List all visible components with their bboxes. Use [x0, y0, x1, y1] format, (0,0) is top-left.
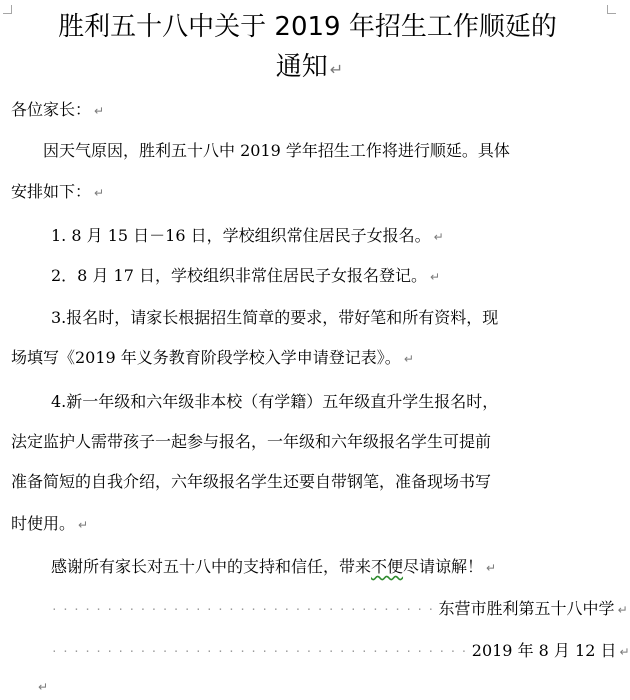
paragraph-mark-icon: ↵ — [617, 603, 628, 617]
item-3-text-1: 3.报名时，请家长根据招生简章的要求，带好笔和所有资料，现 — [51, 308, 499, 327]
empty-paragraph-mark-icon[interactable]: ↵ — [38, 680, 49, 694]
tab-leader-dots-icon: ······································ — [51, 645, 472, 658]
item-4-text-2: 法定监护人需带孩子一起参与报名，一年级和六年级报名学生可提前 — [11, 432, 492, 451]
item-4-text-3: 准备简短的自我介绍，六年级报名学生还要自带钢笔，准备现场书写 — [11, 472, 492, 491]
item-4-line-1 — [51, 390, 498, 414]
signature-date-line — [51, 639, 630, 664]
intro-text-2: 安排如下： — [11, 182, 92, 201]
item-4-text-4: 时使用。 — [11, 514, 76, 533]
paragraph-mark-icon: ↵ — [94, 104, 105, 118]
thanks-text-after: 尽请谅解！ — [403, 557, 484, 576]
signature-date: 2019 年 8 月 12 日 — [471, 641, 617, 660]
item-4-line-2 — [11, 430, 491, 454]
item-1-text: 1. 8 月 15 日－16 日，学校组织常住居民子女报名。 — [51, 226, 431, 245]
signature-school-line — [51, 597, 628, 622]
paragraph-mark-icon: ↵ — [619, 645, 630, 659]
item-3-line-1 — [51, 306, 498, 330]
paragraph-mark-icon: ↵ — [94, 186, 105, 200]
title-text-2: 通知 — [275, 52, 328, 82]
paragraph-mark-icon: ↵ — [403, 352, 414, 366]
paragraph-mark-icon: ↵ — [329, 60, 344, 79]
signature-school: 东营市胜利第五十八中学 — [438, 599, 615, 618]
intro-line-1 — [43, 139, 510, 163]
paragraph-mark-icon: ↵ — [486, 561, 497, 575]
thanks-text-before: 感谢所有家长对五十八中的支持和信任，带来 — [51, 557, 372, 576]
item-4-text-1: 4.新一年级和六年级非本校（有学籍）五年级直升学生报名时， — [51, 392, 499, 411]
document-title-line-1 — [0, 10, 617, 44]
grammar-flagged-text[interactable]: 不便 — [371, 557, 404, 576]
item-3-text-2: 场填写《2019 年义务教育阶段学校入学申请登记表》。 — [11, 348, 401, 367]
greeting-text: 各位家长： — [11, 100, 92, 119]
item-4-line-3 — [11, 470, 491, 494]
paragraph-mark-icon: ↵ — [433, 230, 444, 244]
intro-text-1: 因天气原因，胜利五十八中 2019 学年招生工作将进行顺延。具体 — [43, 141, 510, 160]
item-2-text: 2．8 月 17 日，学校组织非常住居民子女报名登记。 — [51, 266, 427, 285]
item-4-line-4 — [11, 512, 88, 537]
item-3-line-2 — [11, 346, 414, 371]
greeting-line — [11, 98, 104, 123]
item-1 — [51, 224, 444, 249]
paragraph-mark-icon: ↵ — [429, 270, 441, 284]
paragraph-mark-icon: ↵ — [78, 518, 89, 532]
title-text-1: 胜利五十八中关于 2019 年招生工作顺延的 — [58, 12, 557, 42]
intro-line-2 — [11, 180, 104, 205]
tab-leader-dots-icon: ··································· — [51, 603, 439, 616]
thanks-line — [51, 555, 496, 580]
item-2 — [51, 264, 440, 289]
document-title-line-2 — [0, 50, 619, 87]
